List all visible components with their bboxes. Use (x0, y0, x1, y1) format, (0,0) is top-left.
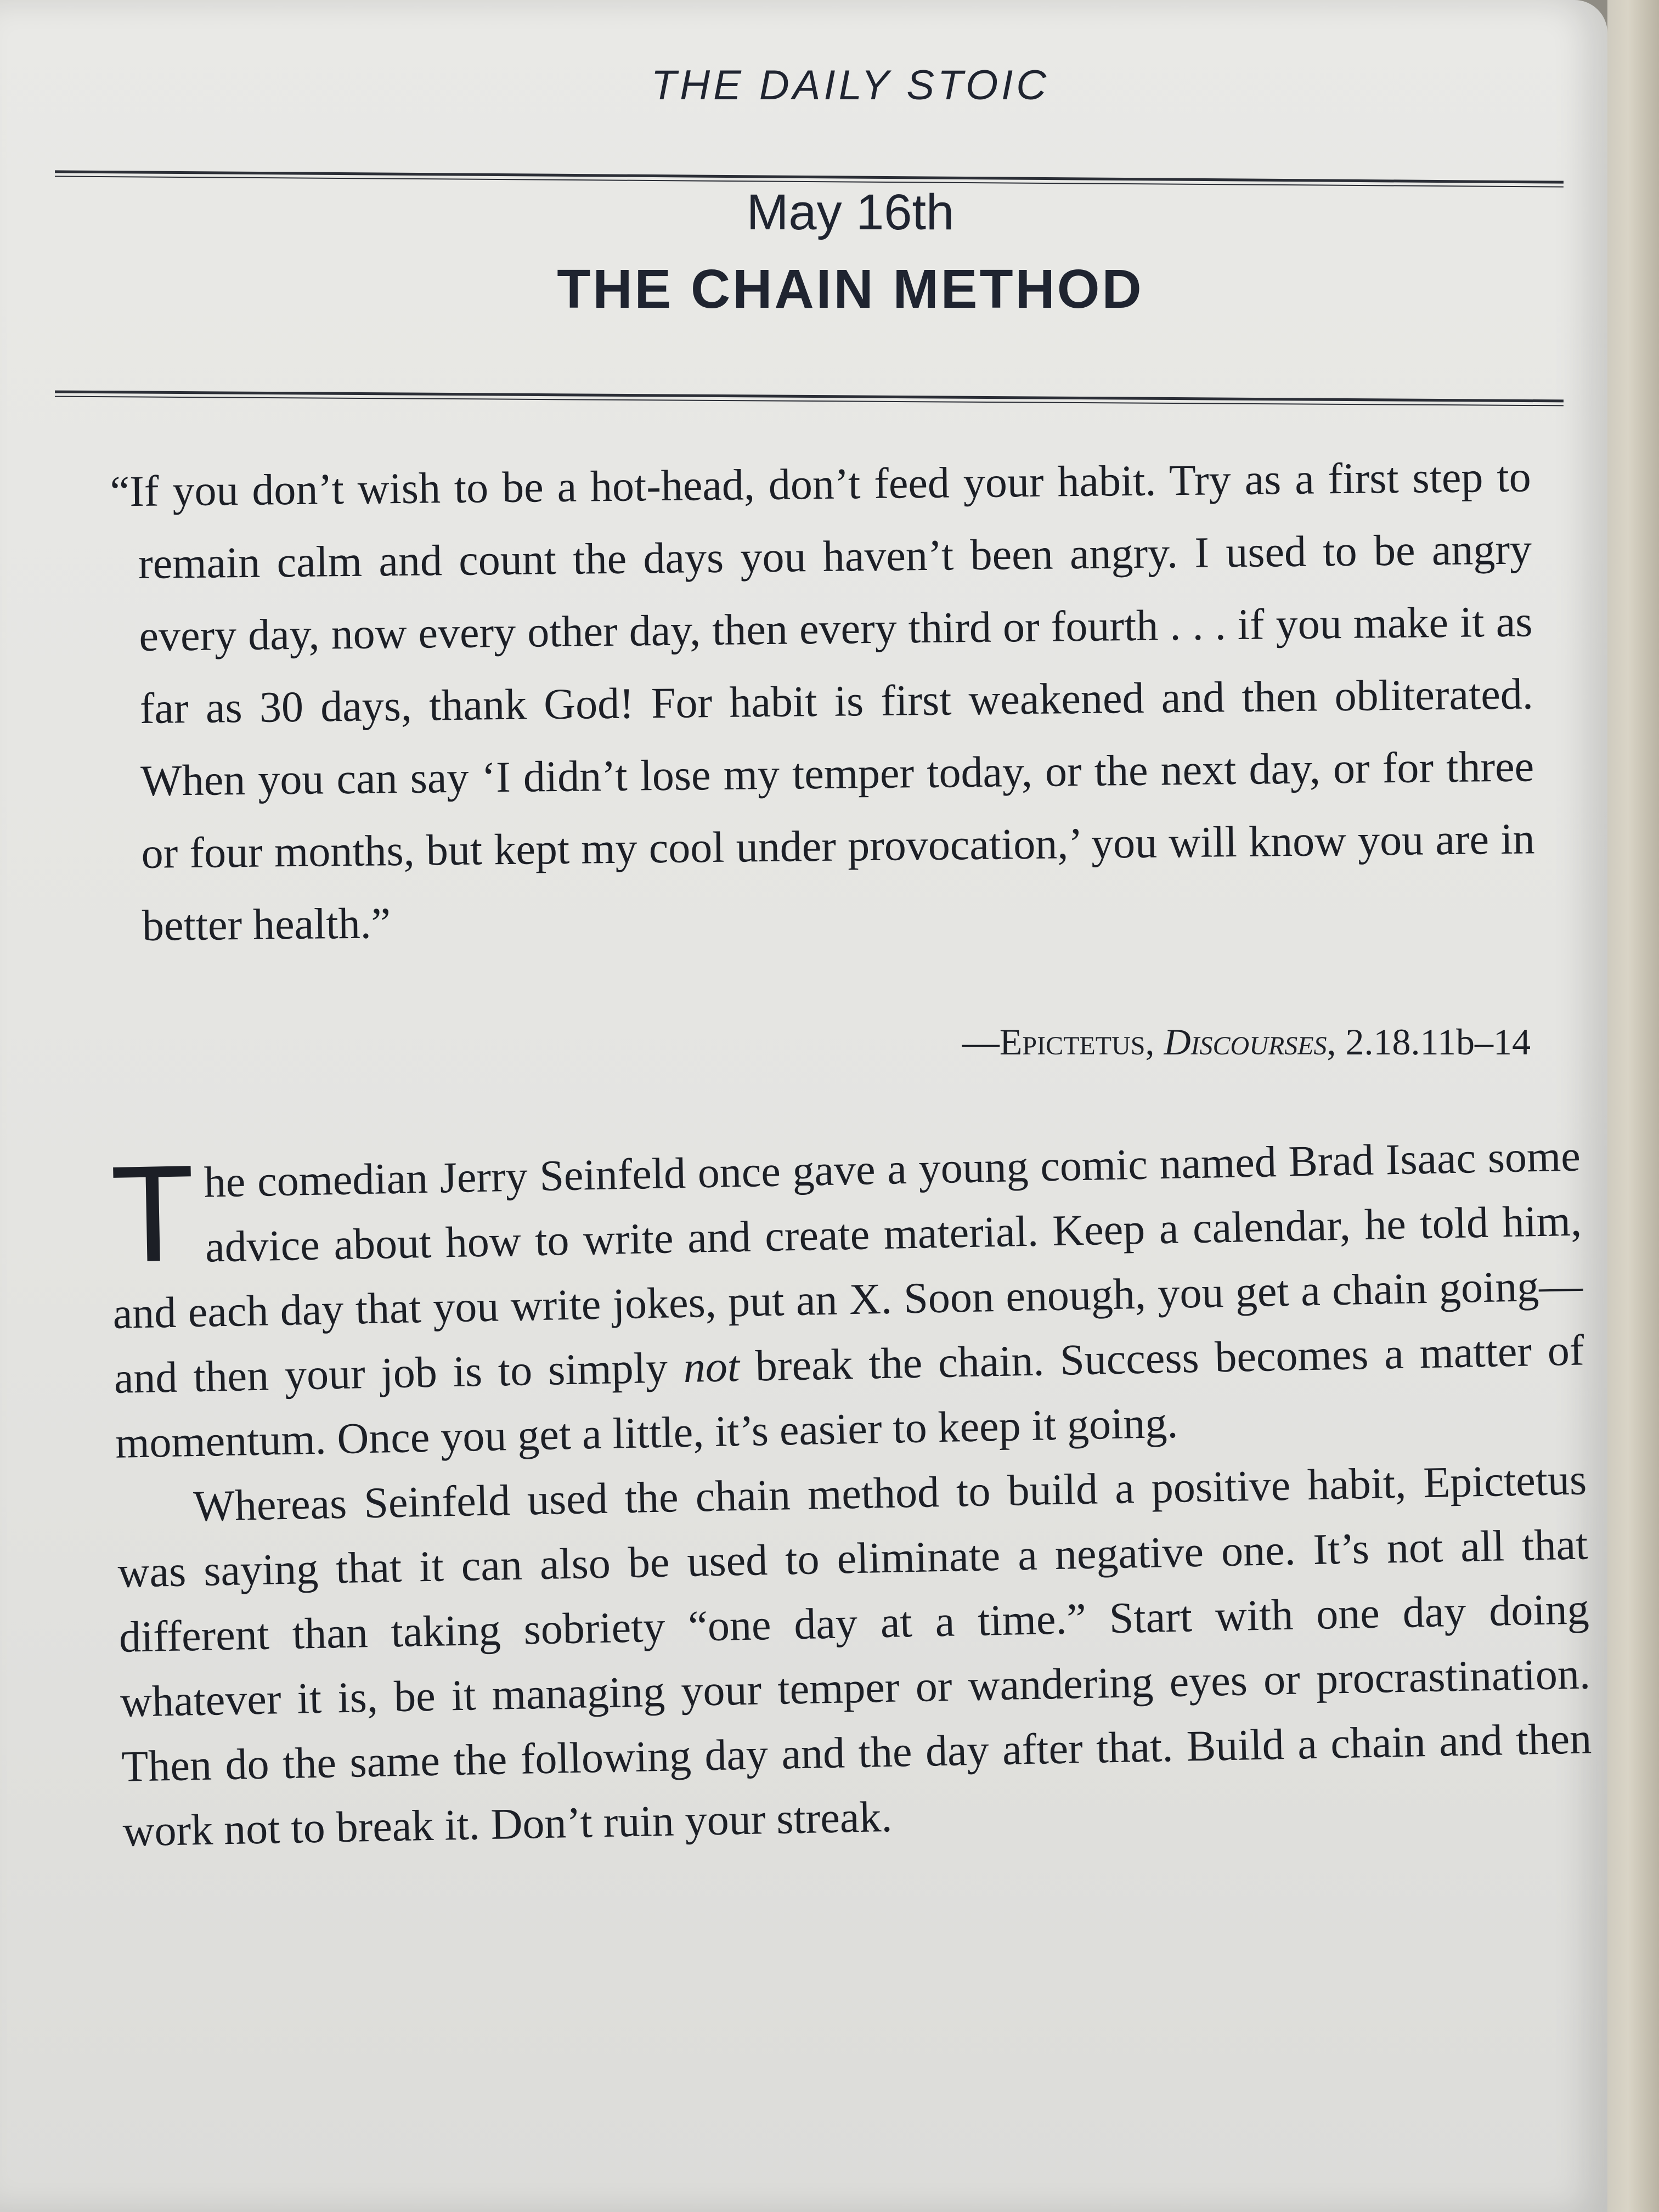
paragraph-2: Whereas Seinfeld used the chain method to build a positive habit, Epictetus was saying that it can also be used to eliminate a negative one. It’s not all that different than taking sobriety “one day at a time.” Start with one day doing whatever it is, be it managing your temper or wandering eyes or procrastination. Then do the same the following day and the day after that. Build a chain and then work not to break it. Don’t ruin your streak. (117, 1455, 1592, 1856)
epigraph-quote: “If you don’t wish to be a hot-head, don’t feed your habit. Try as a first step to remain calm and count the days you haven’t been angry. I used to be angry every day, now every other day, then every third or fourth . . . if you make it as far as 30 days, thank God! For habit is first weakened and then obliterated. When you can say ‘I didn’t lose my temper today, or the next day, or for three or four months, but kept my cool under provocation,’ you will know you are in better health.” (110, 453, 1535, 950)
paragraph-1-text-a: he comedian Jerry Seinfeld once gave a young comic named Brad Isaac some advice about how to write and create material. Keep a calendar, he told him, and each day that you write jokes, put an X. Soon enough, you get a chain going—and then your job is to simply (112, 1132, 1584, 1403)
paragraph-1-text-b: break the chain. Success becomes a matter of momentum. Once you get a little, it’s easier to keep it going. (115, 1326, 1585, 1468)
entry-title: THE CHAIN METHOD (557, 258, 1144, 320)
paragraph-1-emphasis: not (682, 1342, 740, 1392)
attribution-separator: , (1145, 1021, 1164, 1063)
attribution-reference: , 2.18.11b–14 (1327, 1021, 1531, 1063)
quote-attribution (658, 1020, 1531, 1064)
top-rule (55, 170, 1564, 183)
attribution-author: Epictetus (999, 1021, 1146, 1063)
attribution-work: Discourses (1164, 1021, 1327, 1063)
attribution-dash: — (962, 1021, 1000, 1063)
entry-date: May 16th (746, 184, 955, 240)
running-head: THE DAILY STOIC (651, 62, 1050, 109)
drop-cap: T (109, 1136, 196, 1291)
paragraph-1 (110, 1124, 1586, 1476)
page-edge (1607, 0, 1659, 2212)
commentary-body (110, 1124, 1593, 1864)
bottom-rule (55, 391, 1564, 403)
